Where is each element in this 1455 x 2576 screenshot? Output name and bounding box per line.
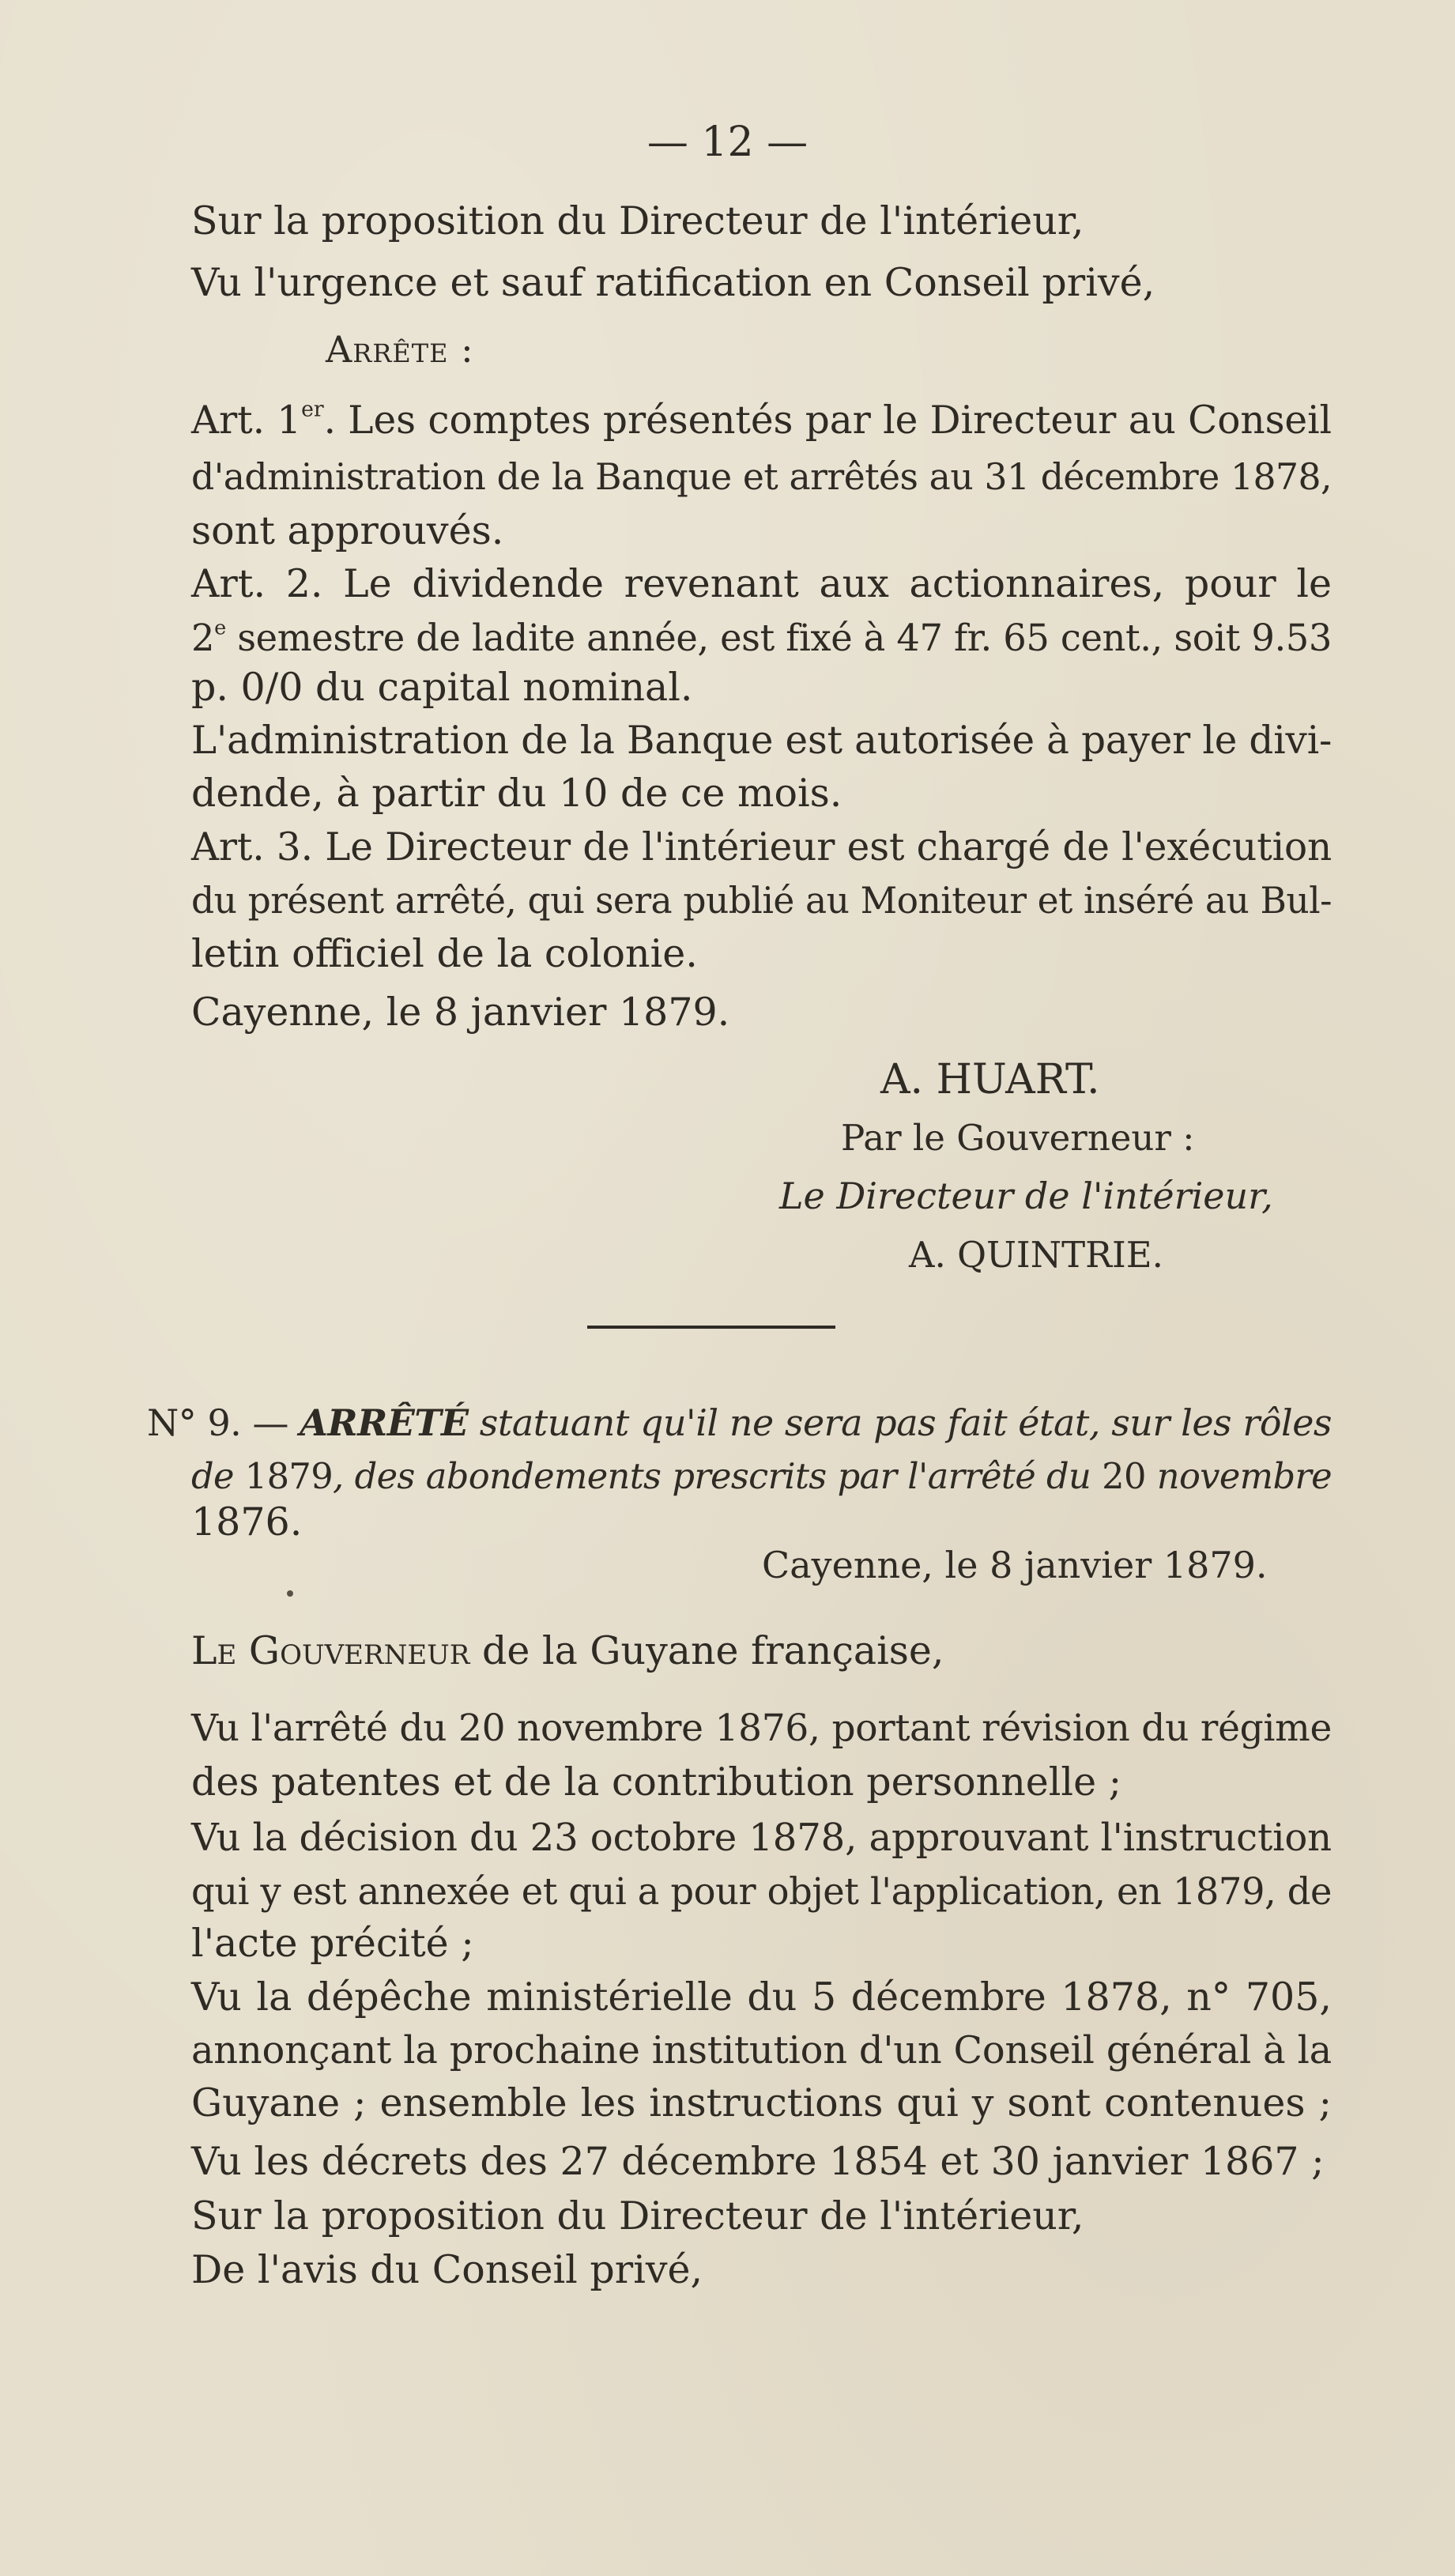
considerant-line-5: l'acte précité ; [191, 1921, 474, 1966]
ink-speck [287, 1590, 293, 1597]
arrete-heading: Arrête : [326, 328, 474, 371]
article-1-text-1: . Les comptes présentés par le Directeur au Conseil [323, 398, 1332, 443]
article-3-line-3: letin officiel de la colonie. [191, 931, 698, 976]
article-2-semester-number: 2 [191, 617, 215, 659]
considerant-line-3: Vu la décision du 23 octobre 1878, approuvant l'instruction [191, 1816, 1332, 1860]
article-1-label: Art. 1 [191, 398, 302, 443]
article-1-line-3: sont approuvés. [191, 508, 504, 553]
article-2-line-4: L'administration de la Banque est autorisée à payer le divi- [191, 718, 1332, 763]
signature-by: Par le Gouverneur : [841, 1117, 1195, 1159]
article-2-line-2 [191, 613, 1332, 663]
considerant-line-8: Guyane ; ensemble les instructions qui y sont contenues ; [191, 2080, 1332, 2125]
considerant-line-9: Vu les décrets des 27 décembre 1854 et 30 janvier 1867 ; [191, 2139, 1325, 2184]
article-2-superscript: e [214, 616, 226, 640]
arrete-9-title-keyword: ARRÊTÉ [300, 1401, 469, 1444]
signature-governor: A. HUART. [880, 1056, 1100, 1103]
arrete-9-title-text-1: statuant qu'il ne sera pas fait état, sur les rôles [468, 1401, 1332, 1444]
arrete-9-title-line-1 [147, 1397, 1332, 1448]
considerant-line-6: Vu la dépêche ministérielle du 5 décembre 1878, n° 705, [191, 1974, 1332, 2020]
arrete-9-title-day: 20 [1102, 1455, 1146, 1497]
arrete-9-intro-governor: Le Gouverneur [191, 1628, 470, 1673]
arrete-9-title-text-2c: novembre [1145, 1455, 1332, 1497]
signature-director: A. QUINTRIE. [909, 1234, 1163, 1276]
considerant-line-11: De l'avis du Conseil privé, [191, 2247, 703, 2292]
arrete-9-title-text-2b: , des abondements prescrits par l'arrêté du [333, 1455, 1103, 1497]
considerant-line-10: Sur la proposition du Directeur de l'intérieur, [191, 2193, 1084, 2238]
article-2-line-5: dende, à partir du 10 de ce mois. [191, 771, 842, 816]
arrete-9-title-line-2 [191, 1451, 1332, 1502]
article-3-line-1: Art. 3. Le Directeur de l'intérieur est chargé de l'exécution [191, 825, 1332, 869]
article-1-superscript: er [301, 397, 324, 422]
arrete-9-intro-text: de la Guyane française, [469, 1628, 944, 1673]
article-2-line-3: p. 0/0 du capital nominal. [191, 665, 693, 710]
section-divider [587, 1326, 835, 1329]
article-1-line-2: d'administration de la Banque et arrêtés au 31 décembre 1878, [191, 456, 1332, 498]
preamble-line-2: Vu l'urgence et sauf ratification en Conseil privé, [191, 260, 1155, 305]
considerant-line-4: qui y est annexée et qui a pour objet l'application, en 1879, de [191, 1870, 1332, 1913]
arrete-9-dateline: Cayenne, le 8 janvier 1879. [762, 1544, 1268, 1586]
article-2-line-1: Art. 2. Le dividende revenant aux actionnaires, pour le [191, 561, 1332, 606]
arrete-9-title-year: 1879 [244, 1455, 334, 1497]
preamble-line-1: Sur la proposition du Directeur de l'intérieur, [191, 198, 1084, 243]
article-3-line-2: du présent arrêté, qui sera publié au Moniteur et inséré au Bul- [191, 880, 1332, 922]
considerant-line-2: des patentes et de la contribution personnelle ; [191, 1759, 1122, 1805]
page-number: — 12 — [646, 119, 809, 166]
signature-title: Le Directeur de l'intérieur, [779, 1175, 1273, 1217]
arrete-9-dash: — [241, 1401, 300, 1444]
considerant-line-1: Vu l'arrêté du 20 novembre 1876, portant révision du régime [191, 1707, 1332, 1750]
arrete-9-title-line-3: 1876. [191, 1499, 303, 1544]
arrete-9-intro [191, 1626, 1332, 1676]
place-date: Cayenne, le 8 janvier 1879. [191, 990, 730, 1035]
arrete-9-title-text-2a: de [191, 1455, 245, 1497]
article-1-line-1 [191, 395, 1332, 446]
article-2-text-2: semestre de ladite année, est fixé à 47 fr. 65 cent., soit 9.53 [225, 617, 1332, 659]
arrete-9-number: N° 9. [147, 1401, 242, 1444]
considerant-line-7: annonçant la prochaine institution d'un Conseil général à la [191, 2029, 1332, 2072]
